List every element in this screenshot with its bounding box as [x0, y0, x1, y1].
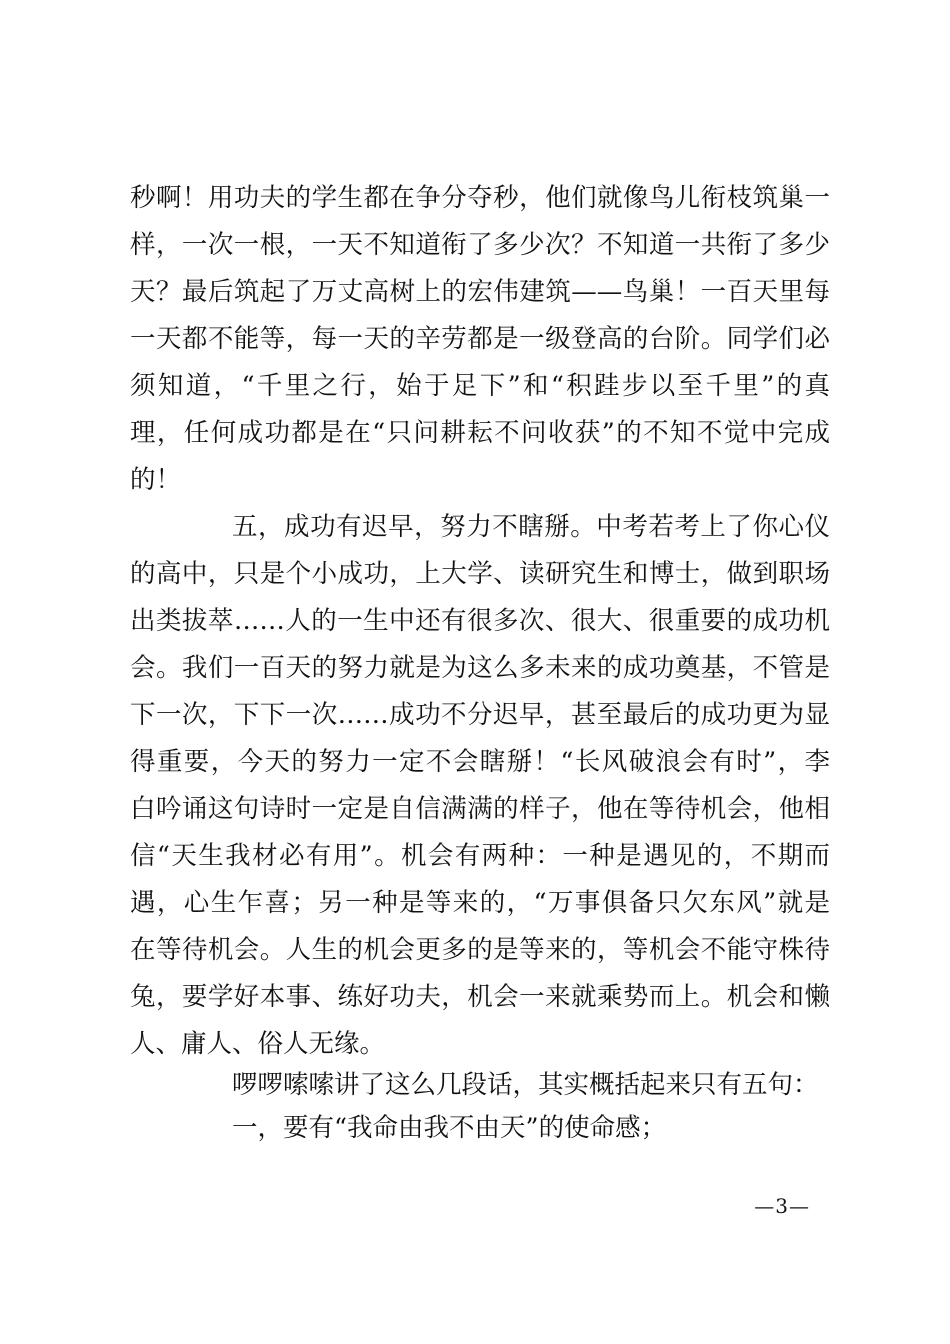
text-line: 的！ [130, 465, 182, 495]
text-line: 一，要有“我命由我不由天”的使命感； [232, 1113, 667, 1143]
text-line: 在等待机会。人生的机会更多的是等来的，等机会不能守株待 [130, 935, 830, 965]
text-line: 出类拔萃……人的一生中还有很多次、很大、很重要的成功机 [130, 606, 830, 636]
text-line: 兔，要学好本事、练好功夫，机会一来就乘势而上。机会和懒 [130, 982, 830, 1012]
text-line: 的高中，只是个小成功，上大学、读研究生和博士，做到职场 [130, 559, 830, 589]
text-line: 天？最后筑起了万丈高树上的宏伟建筑——鸟巢！一百天里每 [130, 277, 830, 307]
text-line: 一天都不能等，每一天的辛劳都是一级登高的台阶。同学们必 [130, 324, 830, 354]
text-line: 下一次，下下一次……成功不分迟早，甚至最后的成功更为显 [130, 700, 830, 730]
text-line: 人、庸人、俗人无缘。 [130, 1029, 386, 1059]
text-line: 样，一次一根，一天不知道衔了多少次？不知道一共衔了多少 [130, 230, 830, 260]
text-line: 啰啰嗦嗦讲了这么几段话，其实概括起来只有五句： [232, 1070, 819, 1100]
text-line: 会。我们一百天的努力就是为这么多未来的成功奠基，不管是 [130, 653, 830, 683]
text-line: 秒啊！用功夫的学生都在争分夺秒，他们就像鸟儿衔枝筑巢一 [130, 183, 830, 213]
text-line: 五，成功有迟早，努力不瞎掰。中考若考上了你心仪 [232, 512, 830, 542]
text-line: 得重要，今天的努力一定不会瞎掰！“长风破浪会有时”，李 [130, 747, 830, 777]
text-line: 白吟诵这句诗时一定是自信满满的样子，他在等待机会，他相 [130, 794, 830, 824]
page-number: —3— [754, 1194, 810, 1218]
text-line: 须知道，“千里之行，始于足下”和“积跬步以至千里”的真 [130, 371, 830, 401]
text-line: 遇，心生乍喜；另一种是等来的，“万事俱备只欠东风”就是 [130, 888, 830, 918]
text-line: 信“天生我材必有用”。机会有两种：一种是遇见的，不期而 [130, 841, 830, 871]
text-line: 理，任何成功都是在“只问耕耘不问收获”的不知不觉中完成 [130, 418, 830, 448]
